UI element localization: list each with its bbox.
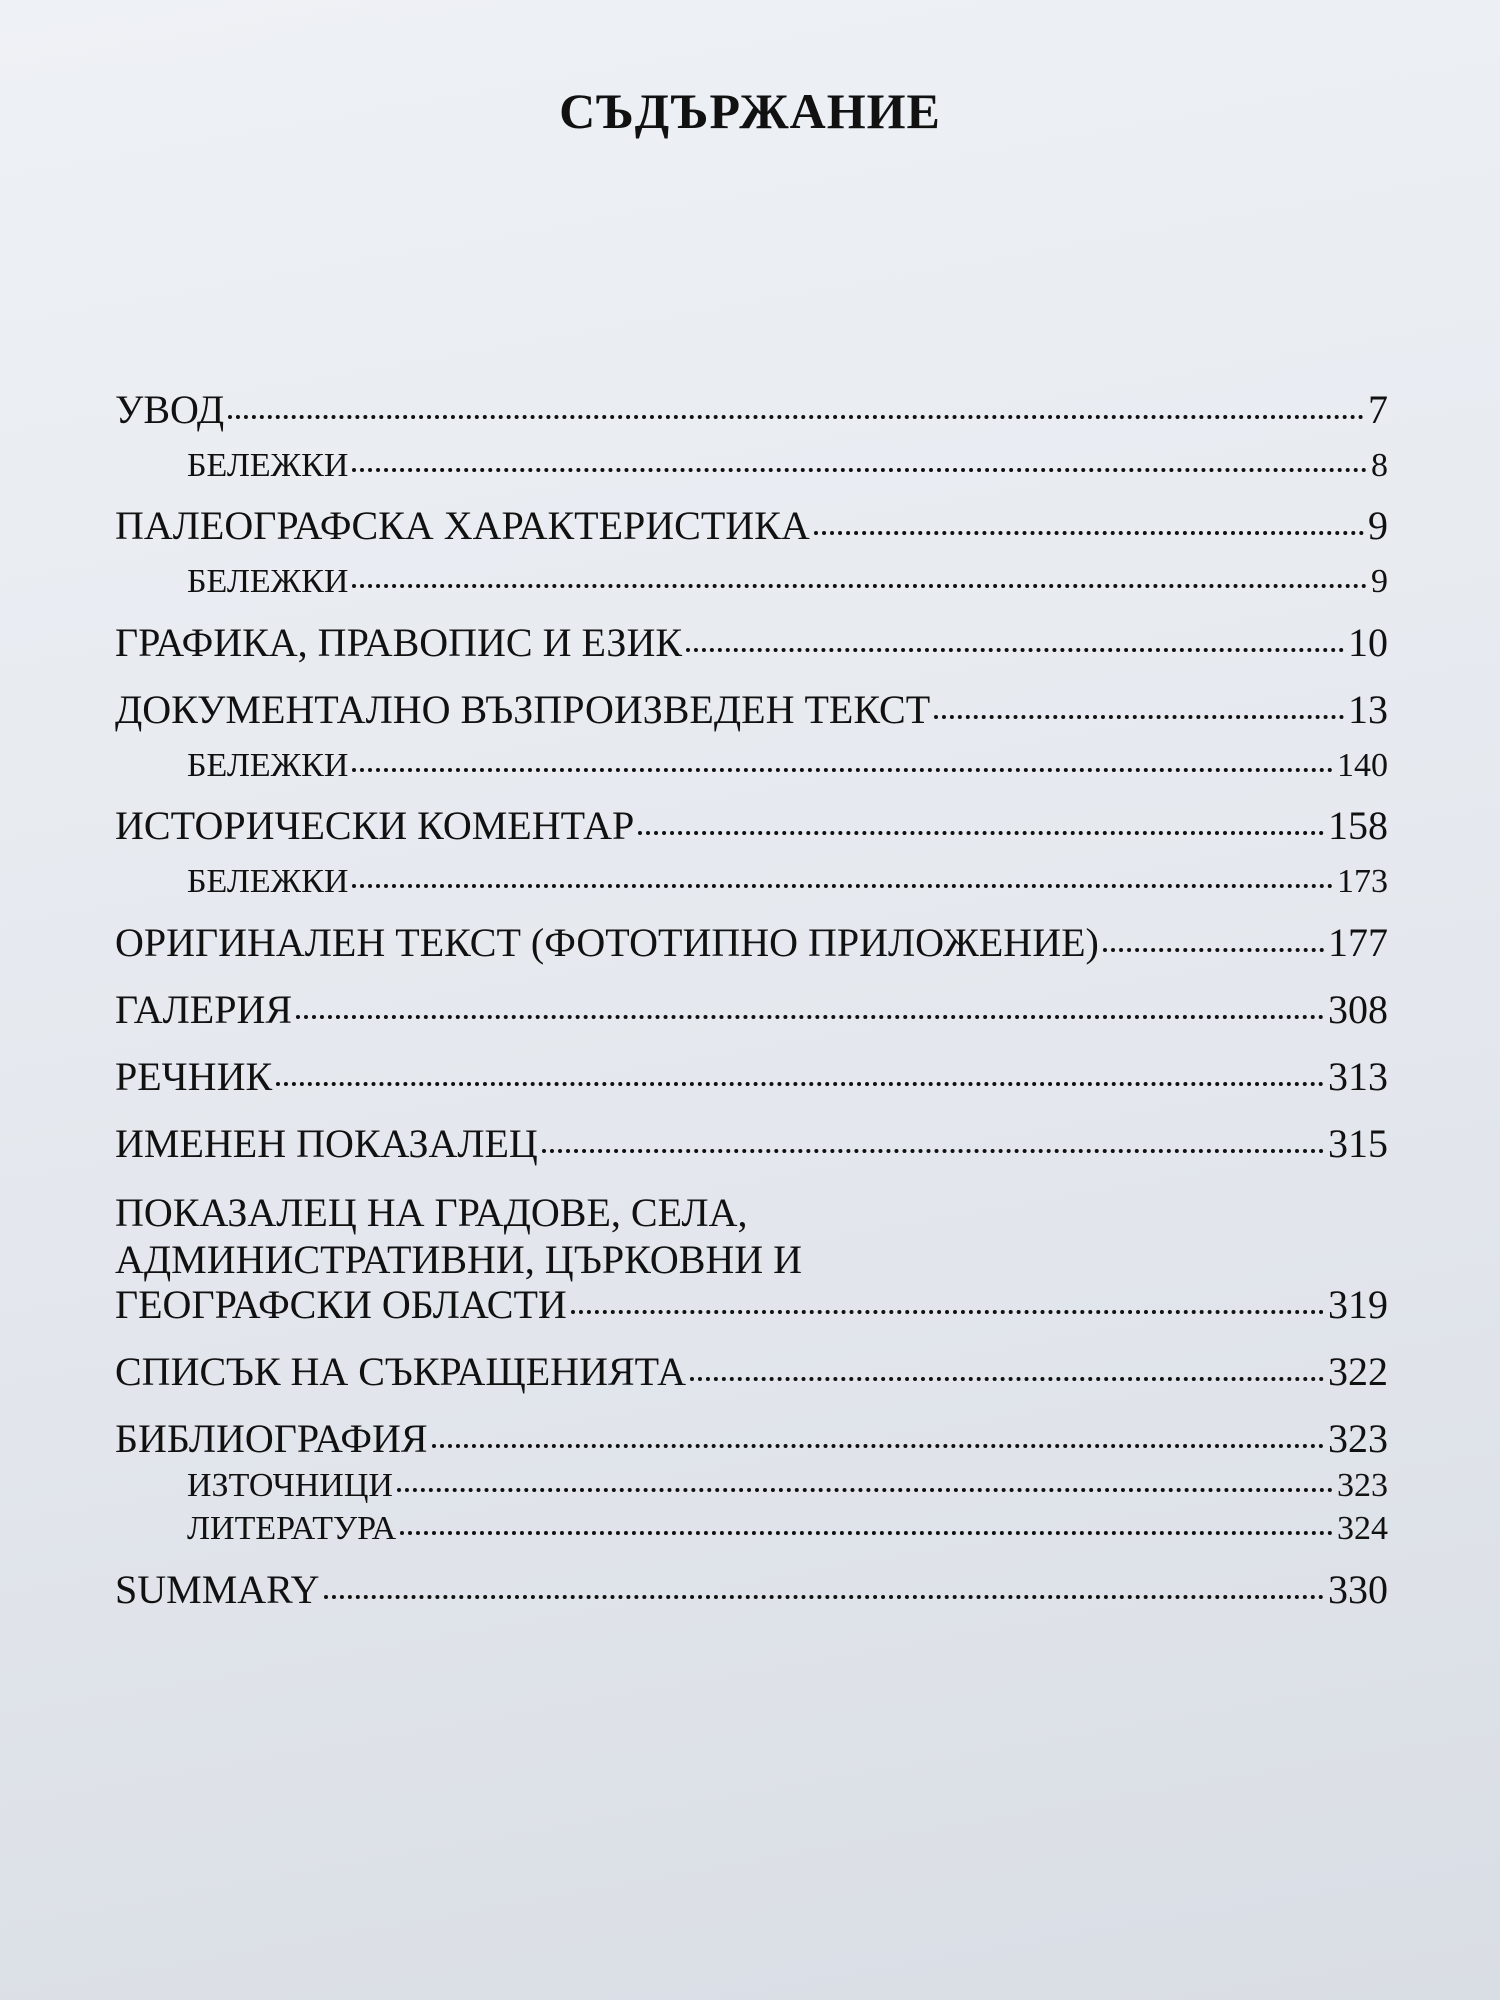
toc-entry-label: ИСТОРИЧЕСКИ КОМЕНТАР xyxy=(115,803,635,849)
toc-entry-dictionary xyxy=(115,1055,1388,1099)
toc-subentry-notes xyxy=(115,563,1388,600)
toc-page-number: 9 xyxy=(1371,563,1388,601)
dot-leader xyxy=(1103,948,1324,952)
toc-entry-label: ГРАФИКА, ПРАВОПИС И ЕЗИК xyxy=(115,619,683,665)
table-of-contents xyxy=(115,388,1388,1635)
toc-entry-bibliography xyxy=(115,1417,1388,1461)
toc-entry-introduction xyxy=(115,388,1388,432)
dot-leader xyxy=(814,531,1364,535)
toc-page-number: 140 xyxy=(1337,746,1388,784)
toc-page-number: 9 xyxy=(1368,503,1388,549)
dot-leader xyxy=(352,884,1333,888)
toc-entry-historical-commentary xyxy=(115,804,1388,848)
page-title: СЪДЪРЖАНИЕ xyxy=(559,83,941,139)
dot-leader xyxy=(432,1444,1324,1448)
toc-page-number: 330 xyxy=(1328,1566,1388,1612)
dot-leader xyxy=(397,1488,1333,1492)
toc-entry-label: ГАЛЕРИЯ xyxy=(115,986,293,1032)
toc-entry-label: БЕЛЕЖКИ xyxy=(187,447,349,484)
dot-leader xyxy=(352,468,1367,472)
toc-entry-places-index xyxy=(115,1189,1388,1327)
toc-subentry-notes xyxy=(115,863,1388,900)
toc-page-number: 13 xyxy=(1348,686,1388,732)
toc-page-number: 158 xyxy=(1328,803,1388,849)
toc-entry-abbreviations xyxy=(115,1350,1388,1394)
toc-entry-label: РЕЧНИК xyxy=(115,1053,273,1099)
dot-leader xyxy=(324,1595,1324,1599)
toc-entry-label: СПИСЪК НА СЪКРАЩЕНИЯТА xyxy=(115,1348,686,1394)
toc-page-number: 324 xyxy=(1337,1510,1388,1548)
toc-subentry-notes xyxy=(115,747,1388,784)
toc-page-number: 313 xyxy=(1328,1053,1388,1099)
dot-leader xyxy=(934,715,1344,719)
dot-leader xyxy=(571,1310,1324,1314)
toc-page-number: 315 xyxy=(1328,1120,1388,1166)
toc-entry-label: ИМЕНЕН ПОКАЗАЛЕЦ xyxy=(115,1120,538,1166)
toc-entry-label-line: ГЕОГРАФСКИ ОБЛАСТИ xyxy=(115,1281,567,1327)
toc-entry-gallery xyxy=(115,988,1388,1032)
dot-leader xyxy=(352,584,1367,588)
dot-leader xyxy=(352,768,1333,772)
dot-leader xyxy=(276,1082,1324,1086)
dot-leader xyxy=(296,1015,1324,1019)
toc-subentry-sources xyxy=(115,1467,1388,1504)
toc-entry-label: БЕЛЕЖКИ xyxy=(187,746,349,784)
toc-page-number: 177 xyxy=(1328,919,1388,965)
toc-entry-last-line xyxy=(115,1283,1388,1327)
toc-entry-label-line: АДМИНИСТРАТИВНИ, ЦЪРКОВНИ И xyxy=(115,1236,803,1282)
toc-entry-label: ЛИТЕРАТУРА xyxy=(187,1510,397,1548)
toc-page-number: 323 xyxy=(1328,1415,1388,1461)
toc-page-number: 8 xyxy=(1371,447,1388,484)
toc-entry-label: УВОД xyxy=(115,387,225,432)
dot-leader xyxy=(690,1377,1324,1381)
toc-page-number: 10 xyxy=(1348,619,1388,665)
toc-page-number: 322 xyxy=(1328,1348,1388,1394)
toc-entry-original-text xyxy=(115,921,1388,965)
toc-entry-label: ДОКУМЕНТАЛНО ВЪЗПРОИЗВЕДЕН ТЕКСТ xyxy=(115,686,931,732)
toc-entry-graphics xyxy=(115,621,1388,665)
toc-page-number: 323 xyxy=(1337,1466,1388,1504)
toc-subentry-literature xyxy=(115,1510,1388,1547)
toc-entry-label: ПАЛЕОГРАФСКА ХАРАКТЕРИСТИКА xyxy=(115,503,810,549)
toc-entry-label: SUMMARY xyxy=(115,1566,320,1612)
toc-entry-documentary-text xyxy=(115,688,1388,732)
dot-leader xyxy=(400,1531,1333,1535)
toc-page-number: 7 xyxy=(1368,387,1388,432)
toc-entry-label: БИБЛИОГРАФИЯ xyxy=(115,1415,428,1461)
dot-leader xyxy=(638,831,1324,835)
toc-entry-label: БЕЛЕЖКИ xyxy=(187,563,349,601)
toc-entry-label: ИЗТОЧНИЦИ xyxy=(187,1466,393,1504)
toc-entry-label: ОРИГИНАЛЕН ТЕКСТ (ФОТОТИПНО ПРИЛОЖЕНИЕ) xyxy=(115,919,1099,965)
toc-page-number: 308 xyxy=(1328,986,1388,1032)
dot-leader xyxy=(228,415,1364,419)
toc-page-number: 173 xyxy=(1337,863,1388,901)
dot-leader xyxy=(686,648,1344,652)
dot-leader xyxy=(542,1149,1324,1153)
toc-entry-name-index xyxy=(115,1122,1388,1166)
toc-subentry-notes xyxy=(115,447,1388,484)
toc-entry-summary xyxy=(115,1568,1388,1612)
toc-entry-label-line: ПОКАЗАЛЕЦ НА ГРАДОВЕ, СЕЛА, xyxy=(115,1189,748,1235)
toc-entry-paleographic xyxy=(115,504,1388,548)
toc-entry-label: БЕЛЕЖКИ xyxy=(187,863,349,901)
toc-page-number: 319 xyxy=(1328,1281,1388,1327)
